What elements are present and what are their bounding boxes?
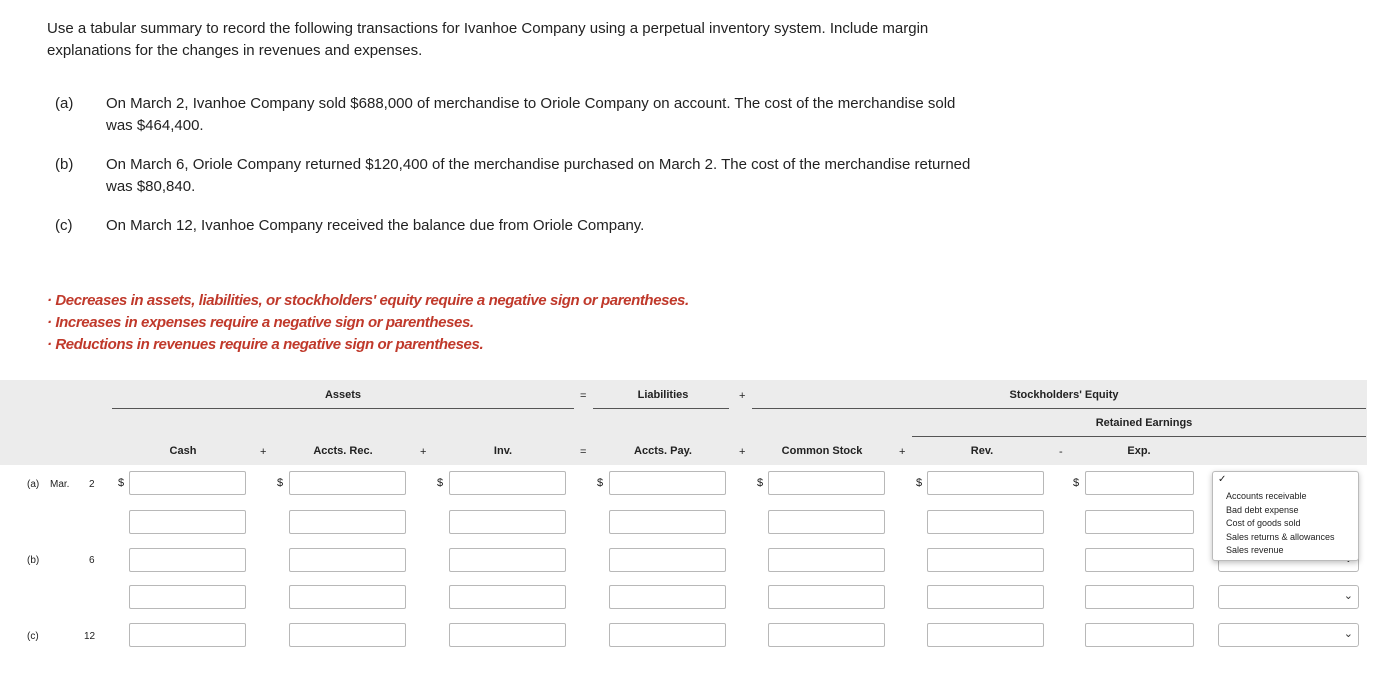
common-stock-input[interactable] [768, 510, 885, 534]
common-stock-input[interactable] [768, 623, 885, 647]
equity-header: Stockholders' Equity [1009, 389, 1119, 401]
equals-sign: = [580, 390, 587, 402]
dropdown-option[interactable]: Sales returns & allowances [1226, 532, 1335, 542]
cash-input[interactable] [129, 471, 246, 495]
rev-input[interactable] [927, 548, 1044, 572]
inv-input[interactable] [449, 623, 566, 647]
retained-earnings-header: Retained Earnings [1095, 417, 1193, 429]
accts-rec-input[interactable] [289, 548, 406, 572]
equity-underline [752, 408, 1366, 409]
currency-sign: $ [597, 477, 604, 489]
plus-sign: + [739, 390, 746, 402]
col-accts-rec: Accts. Rec. [313, 445, 373, 457]
cash-input[interactable] [129, 510, 246, 534]
inv-input[interactable] [449, 471, 566, 495]
accts-rec-input[interactable] [289, 623, 406, 647]
currency-sign: $ [118, 477, 125, 489]
note-expenses: · Increases in expenses require a negative sign or parentheses. [47, 314, 474, 331]
plus-sign: + [420, 446, 427, 458]
col-common-stock: Common Stock [781, 445, 863, 457]
exp-input[interactable] [1085, 623, 1194, 647]
currency-sign: $ [1073, 477, 1080, 489]
row-day: 6 [89, 555, 95, 566]
row-label-b: (b) [27, 555, 40, 566]
explanation-dropdown-open[interactable] [1212, 471, 1359, 561]
col-rev: Rev. [970, 445, 994, 457]
instructions: Use a tabular summary to record the following transactions for Ivanhoe Company using a perpetual inventory system. Include margin explanations for the changes in revenues and expenses. [47, 20, 929, 59]
note-assets: · Decreases in assets, liabilities, or stockholders' equity require a negative sign or parentheses. [47, 292, 689, 309]
equals-sign: = [580, 446, 587, 458]
col-cash: Cash [169, 445, 197, 457]
dropdown-option[interactable]: Cost of goods sold [1226, 518, 1301, 528]
exp-input[interactable] [1085, 471, 1194, 495]
liabilities-underline [593, 408, 729, 409]
transaction-label: (a) [55, 95, 74, 112]
transaction-label: (b) [55, 156, 74, 173]
cash-input[interactable] [129, 623, 246, 647]
accts-rec-input[interactable] [289, 471, 406, 495]
accts-pay-input[interactable] [609, 510, 726, 534]
common-stock-input[interactable] [768, 548, 885, 572]
currency-sign: $ [757, 477, 764, 489]
exp-input[interactable] [1085, 585, 1194, 609]
note-revenues: · Reductions in revenues require a negative sign or parentheses. [47, 336, 484, 353]
accts-pay-input[interactable] [609, 471, 726, 495]
transaction-text: On March 6, Oriole Company returned $120,400 of the merchandise purchased on March 2. The cost of the merchandise returned was $80,840. [106, 156, 971, 195]
inv-input[interactable] [449, 510, 566, 534]
dropdown-option[interactable]: Accounts receivable [1226, 491, 1307, 501]
col-inv: Inv. [493, 445, 513, 457]
explanation-select[interactable] [1218, 623, 1359, 647]
accts-pay-input[interactable] [609, 585, 726, 609]
check-icon: ✓ [1218, 474, 1227, 485]
common-stock-input[interactable] [768, 471, 885, 495]
explanation-select[interactable] [1218, 585, 1359, 609]
row-month: Mar. [50, 479, 70, 490]
currency-sign: $ [277, 477, 284, 489]
currency-sign: $ [916, 477, 923, 489]
liabilities-header: Liabilities [637, 389, 689, 401]
minus-sign: - [1059, 446, 1063, 458]
accts-rec-input[interactable] [289, 585, 406, 609]
row-day: 12 [84, 631, 96, 642]
row-label-a: (a) [27, 479, 40, 490]
rev-input[interactable] [927, 471, 1044, 495]
currency-sign: $ [437, 477, 444, 489]
accts-pay-input[interactable] [609, 548, 726, 572]
row-day: 2 [89, 479, 95, 490]
plus-sign: + [899, 446, 906, 458]
chevron-down-icon: ⌄ [1343, 590, 1353, 602]
transaction-label: (c) [55, 217, 73, 234]
assets-underline [112, 408, 574, 409]
chevron-down-icon: ⌄ [1343, 628, 1353, 640]
row-label-c: (c) [27, 631, 39, 642]
rev-input[interactable] [927, 510, 1044, 534]
accts-rec-input[interactable] [289, 510, 406, 534]
exp-input[interactable] [1085, 510, 1194, 534]
sign-notes [47, 290, 689, 356]
accts-pay-input[interactable] [609, 623, 726, 647]
col-exp: Exp. [1127, 445, 1151, 457]
dropdown-option[interactable]: Sales revenue [1226, 545, 1284, 555]
cash-input[interactable] [129, 548, 246, 572]
transaction-text: On March 12, Ivanhoe Company received the balance due from Oriole Company. [106, 217, 645, 234]
exp-input[interactable] [1085, 548, 1194, 572]
assets-header: Assets [324, 389, 362, 401]
retained-underline [912, 436, 1366, 437]
inv-input[interactable] [449, 548, 566, 572]
rev-input[interactable] [927, 623, 1044, 647]
plus-sign: + [260, 446, 267, 458]
dropdown-option[interactable]: Bad debt expense [1226, 505, 1299, 515]
inv-input[interactable] [449, 585, 566, 609]
col-accts-pay: Accts. Pay. [634, 445, 692, 457]
plus-sign: + [739, 446, 746, 458]
transaction-text: On March 2, Ivanhoe Company sold $688,000 of merchandise to Oriole Company on account. The cost of the merchandise sold was $464,400. [106, 95, 956, 134]
rev-input[interactable] [927, 585, 1044, 609]
cash-input[interactable] [129, 585, 246, 609]
common-stock-input[interactable] [768, 585, 885, 609]
